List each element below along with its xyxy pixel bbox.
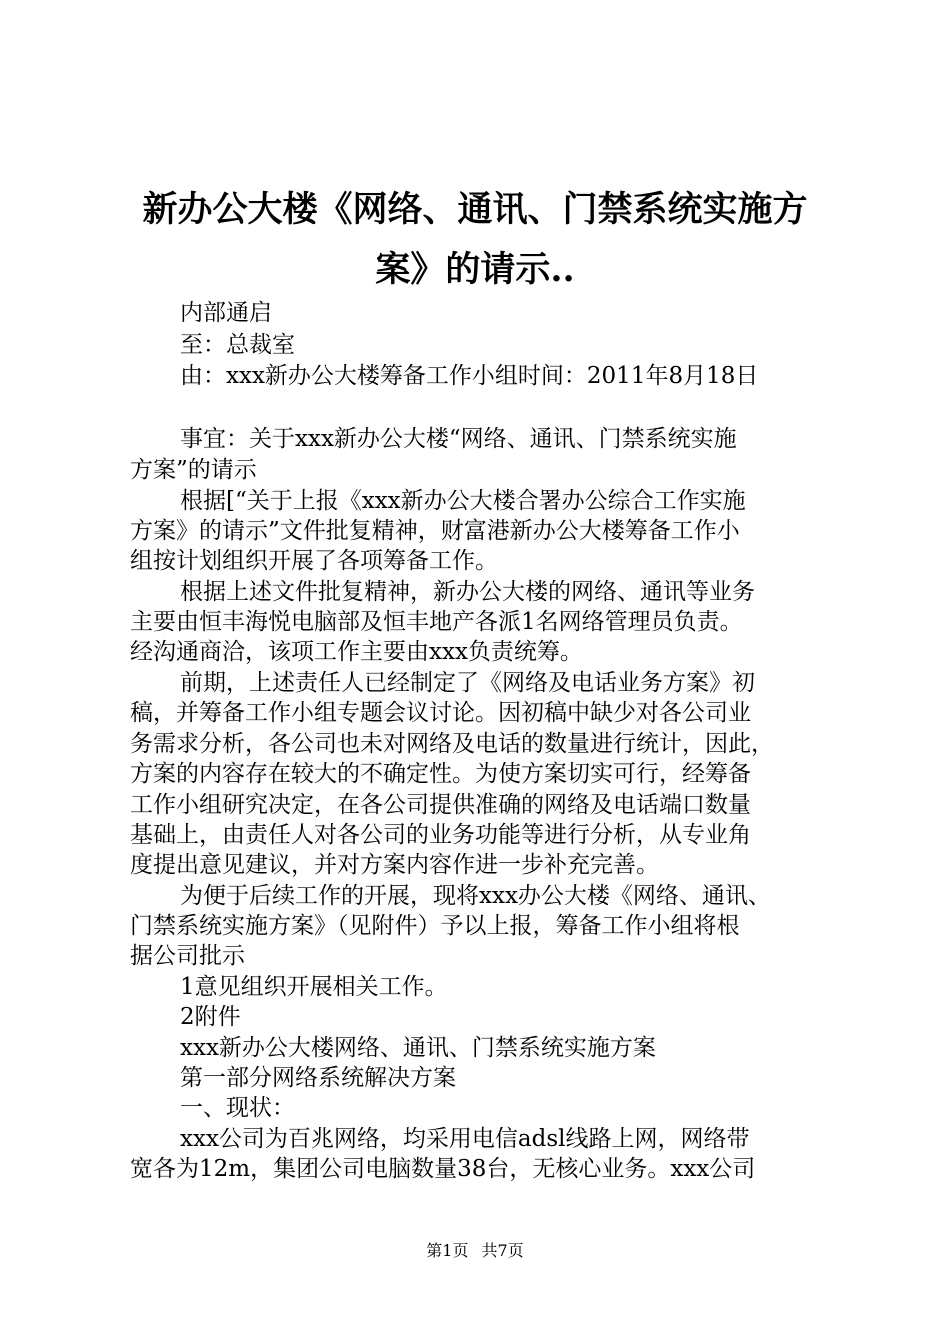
subject-line: 方案”的请示: [130, 457, 257, 483]
subsection-heading: 一、现状：: [180, 1095, 295, 1121]
page-number: 第1页: [426, 1241, 469, 1260]
paragraph-line: 方案》的请示”文件批复精神，财富港新办公大楼筹备工作小: [130, 518, 740, 544]
list-item: 2附件: [180, 1004, 241, 1030]
subject-line: 事宜：关于xxx新办公大楼“网络、通讯、门禁系统实施: [180, 426, 737, 452]
paragraph-line: 方案的内容存在较大的不确定性。为使方案切实可行，经筹备: [130, 761, 751, 787]
paragraph-line: 组按计划组织开展了各项筹备工作。: [130, 548, 498, 574]
paragraph-line: xxx公司为百兆网络，均采用电信adsl线路上网，网络带: [180, 1126, 750, 1152]
paragraph-line: 工作小组研究决定，在各公司提供准确的网络及电话端口数量: [130, 792, 751, 818]
paragraph-line: 宽各为12m，集团公司电脑数量38台，无核心业务。xxx公司: [130, 1156, 756, 1182]
list-item: 1意见组织开展相关工作。: [180, 974, 448, 1000]
attachment-title: xxx新办公大楼网络、通讯、门禁系统实施方案: [180, 1035, 656, 1061]
document-title-line-2: 案》的请示..: [375, 249, 575, 290]
paragraph-line: 前期，上述责任人已经制定了《网络及电话业务方案》初: [180, 670, 755, 696]
recipient-line: 至：总裁室: [180, 332, 295, 358]
document-title-line-1: 新办公大楼《网络、通讯、门禁系统实施方: [142, 189, 808, 230]
paragraph-line: 根据[“关于上报《xxx新办公大楼合署办公综合工作实施: [180, 488, 746, 514]
paragraph-line: 据公司批示: [130, 943, 245, 969]
paragraph-line: 稿，并筹备工作小组专题会议讨论。因初稿中缺少对各公司业: [130, 700, 751, 726]
paragraph-line: 务需求分析，各公司也未对网络及电话的数量进行统计，因此，: [130, 731, 774, 757]
paragraph-line: 门禁系统实施方案》（见附件）予以上报，筹备工作小组将根: [130, 913, 740, 939]
notice-label: 内部通启: [180, 300, 272, 326]
paragraph-line: 经沟通商洽，该项工作主要由xxx负责统筹。: [130, 639, 583, 665]
paragraph-line: 根据上述文件批复精神，新办公大楼的网络、通讯等业务: [180, 579, 755, 605]
page-total: 共7页: [481, 1241, 524, 1260]
paragraph-line: 基础上，由责任人对各公司的业务功能等进行分析，从专业角: [130, 822, 751, 848]
paragraph-line: 主要由恒丰海悦电脑部及恒丰地产各派1名网络管理员负责。: [130, 609, 743, 635]
paragraph-line: 度提出意见建议，并对方案内容作进一步补充完善。: [130, 852, 659, 878]
section-heading: 第一部分网络系统解决方案: [180, 1065, 456, 1091]
page-footer: [0, 1241, 950, 1261]
paragraph-line: 为便于后续工作的开展，现将xxx办公大楼《网络、通讯、: [180, 883, 771, 909]
sender-date-line: 由：xxx新办公大楼筹备工作小组时间：2011年8月18日: [180, 363, 759, 389]
